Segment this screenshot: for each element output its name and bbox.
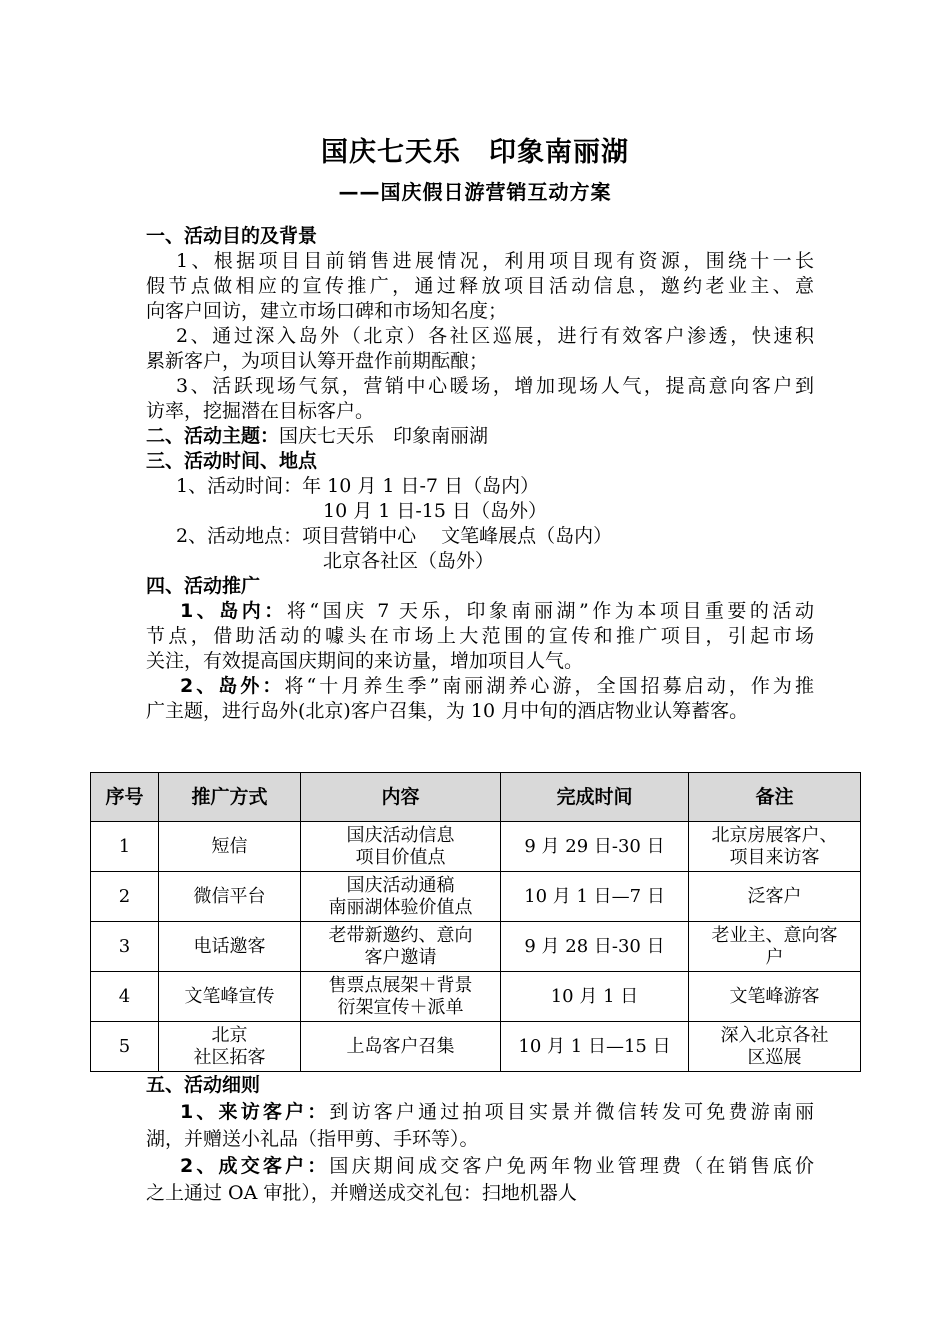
cell-no: 5 (91, 1022, 159, 1072)
activity-place-label: 2、活动地点： (176, 525, 303, 547)
cell-method: 电话邀客 (159, 922, 301, 972)
section-2 (146, 424, 814, 449)
offisland-label: 2、岛外： (180, 675, 285, 697)
deal-label: 2、成交客户： (180, 1155, 330, 1177)
cell-line: 区巡展 (747, 1046, 802, 1068)
cell-method: 微信平台 (159, 872, 301, 922)
promotion-table (90, 772, 861, 1072)
cell-line: 户 (765, 946, 784, 968)
paragraph-line: 节点，借助活动的噱头在市场上大范围的宣传和推广项目，引起市场 (146, 625, 814, 647)
table-row (91, 822, 861, 872)
cell-line: 北京 (211, 1024, 248, 1046)
cell-content (301, 972, 501, 1022)
paragraph-line (146, 674, 814, 699)
activity-time-value: 年 10 月 1 日-7 日（岛内） (302, 475, 540, 497)
paragraph-line: 2、通过深入岛外（北京）各社区巡展，进行有效客户渗透，快速积 (176, 325, 814, 347)
offisland-text: 将“十月养生季”南丽湖养心游，全国招募启动，作为推 (284, 675, 814, 697)
cell-line: 项目来访客 (729, 846, 820, 868)
paragraph-line: 湖，并赠送小礼品（指甲剪、手环等）。 (146, 1128, 479, 1150)
cell-note (689, 922, 861, 972)
island-label: 1、岛内： (180, 600, 287, 622)
paragraph-line: 之上通过 OA 审批），并赠送成交礼包：扫地机器人 (146, 1182, 577, 1204)
activity-time-label: 1、活动时间： (176, 475, 303, 497)
section-5-heading: 五、活动细则 (146, 1074, 261, 1096)
cell-time: 10 月 1 日 (501, 972, 689, 1022)
cell-no: 1 (91, 822, 159, 872)
cell-time: 9 月 28 日-30 日 (501, 922, 689, 972)
cell-method: 短信 (159, 822, 301, 872)
table-header-row (91, 773, 861, 822)
cell-line: 老带新邀约、意向 (328, 924, 473, 946)
cell-line: 南丽湖体验价值点 (328, 896, 473, 918)
document-title: 国庆七天乐 印象南丽湖 (321, 137, 629, 168)
cell-no: 3 (91, 922, 159, 972)
activity-place-value: 项目营销中心 文笔峰展点（岛内） (302, 525, 613, 547)
activity-time-value-2: 10 月 1 日-15 日（岛外） (323, 500, 548, 522)
cell-line: 客户邀请 (364, 946, 437, 968)
island-text: 将“国庆 7 天乐，印象南丽湖”作为本项目重要的活动 (286, 600, 814, 622)
paragraph-line: 3、活跃现场气氛，营销中心暖场，增加现场人气，提高意向客户到 (176, 375, 814, 397)
visit-text: 到访客户通过拍项目实景并微信转发可免费游南丽 (329, 1101, 814, 1123)
document-subtitle: ——国庆假日游营销互动方案 (338, 180, 612, 204)
table-row (91, 1022, 861, 1072)
cell-line: 深入北京各社 (720, 1024, 829, 1046)
visit-label: 1、来访客户： (180, 1101, 330, 1123)
cell-line: 北京房展客户、 (711, 824, 838, 846)
cell-note (689, 822, 861, 872)
paragraph-line (146, 599, 814, 624)
section-2-value: 国庆七天乐 印象南丽湖 (279, 425, 489, 447)
cell-line: 国庆活动通稿 (346, 874, 455, 896)
cell-line: 项目价值点 (355, 846, 446, 868)
cell-method (159, 1022, 301, 1072)
cell-method: 文笔峰宣传 (159, 972, 301, 1022)
column-header: 内容 (301, 773, 501, 822)
cell-line: 衍架宣传＋派单 (337, 996, 464, 1018)
paragraph-line (146, 1153, 814, 1180)
cell-content (301, 922, 501, 972)
paragraph-line: 关注，有效提高国庆期间的来访量，增加项目人气。 (146, 650, 584, 672)
cell-line: 售票点展架＋背景 (328, 974, 473, 996)
cell-note (689, 1022, 861, 1072)
paragraph-line (146, 1099, 814, 1126)
section-5 (146, 1072, 814, 1207)
cell-note: 文笔峰游客 (689, 972, 861, 1022)
cell-time: 10 月 1 日—7 日 (501, 872, 689, 922)
paragraph-line: 广主题，进行岛外(北京)客户召集，为 10 月中旬的酒店物业认筹蓄客。 (146, 700, 749, 722)
section-2-heading: 二、活动主题： (146, 425, 280, 447)
cell-time: 9 月 29 日-30 日 (501, 822, 689, 872)
cell-content (301, 822, 501, 872)
deal-text: 国庆期间成交客户免两年物业管理费（在销售底价 (329, 1155, 814, 1177)
paragraph-line: 访率，挖掘潜在目标客户。 (146, 400, 375, 422)
cell-no: 2 (91, 872, 159, 922)
paragraph-line: 假节点做相应的宣传推广，通过释放项目活动信息，邀约老业主、意 (146, 275, 814, 297)
table-row (91, 872, 861, 922)
cell-line: 国庆活动信息 (346, 824, 455, 846)
cell-line: 老业主、意向客 (711, 924, 838, 946)
activity-place-value-2: 北京各社区（岛外） (323, 550, 495, 572)
table-row (91, 972, 861, 1022)
paragraph-line: 1、根据项目目前销售进展情况，利用项目现有资源，围绕十一长 (176, 250, 814, 272)
cell-content (301, 872, 501, 922)
column-header: 完成时间 (501, 773, 689, 822)
cell-line: 社区拓客 (193, 1046, 266, 1068)
cell-time: 10 月 1 日—15 日 (501, 1022, 689, 1072)
cell-content: 上岛客户召集 (301, 1022, 501, 1072)
column-header: 备注 (689, 773, 861, 822)
section-3-heading: 三、活动时间、地点 (146, 450, 318, 472)
column-header: 序号 (91, 773, 159, 822)
column-header: 推广方式 (159, 773, 301, 822)
section-1-heading: 一、活动目的及背景 (146, 225, 318, 247)
cell-note: 泛客户 (689, 872, 861, 922)
paragraph-line: 累新客户，为项目认筹开盘作前期酝酿； (146, 350, 489, 372)
section-4-heading: 四、活动推广 (146, 575, 261, 597)
activity-place-row (146, 524, 814, 549)
body-text (146, 224, 814, 724)
cell-no: 4 (91, 972, 159, 1022)
paragraph-line: 向客户回访，建立市场口碑和市场知名度； (146, 300, 508, 322)
activity-time-row (146, 474, 814, 499)
table-row (91, 922, 861, 972)
